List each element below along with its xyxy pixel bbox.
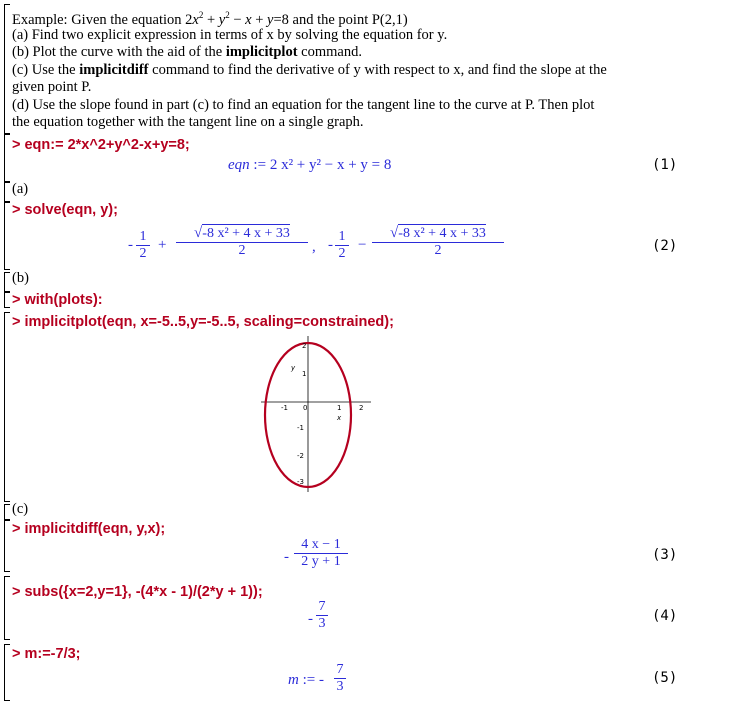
solve-minus-1: - xyxy=(128,237,133,253)
solve-root-1: $\frac{\text{√-8 x² + 4 x + 33}}{2}$ xyxy=(176,225,308,259)
solve-minus-2: - xyxy=(328,237,333,253)
equation-number-3: (3) xyxy=(652,547,678,563)
cell-2-bracket xyxy=(4,202,10,270)
section-c-label: (c) xyxy=(12,501,29,517)
diff-minus: - xyxy=(284,549,289,565)
intro-line-5: given point P. xyxy=(12,79,92,95)
intro-line-6: (d) Use the slope found in part (c) to find an equation for the tangent line to the curve at P. Then plot xyxy=(12,97,595,113)
section-a-label: (a) xyxy=(12,181,29,197)
section-a-bracket xyxy=(4,182,10,202)
cell-1-input[interactable]: > eqn:= 2*x^2+y^2-x+y=8; xyxy=(12,137,190,153)
y-tick-1: 1 xyxy=(302,370,307,378)
intro-line-2: (a) Find two explicit expression in terms of x by solving the equation for y. xyxy=(12,27,448,43)
diff-fraction: $\frac{4 x - 1}{2 y + 1}$ xyxy=(294,537,348,570)
y-axis-label: y xyxy=(291,364,296,372)
y-tick-minus1: -1 xyxy=(297,424,304,432)
equation-number-2: (2) xyxy=(652,238,678,254)
section-b-bracket xyxy=(4,272,10,292)
cell-7-bracket xyxy=(4,644,10,701)
cell-3-input[interactable]: > with(plots): xyxy=(12,292,103,308)
cell-4-bracket xyxy=(4,312,10,502)
subs-fraction: $\frac{7}{3}$ xyxy=(316,599,328,632)
cell-2-input[interactable]: > solve(eqn, y); xyxy=(12,202,118,218)
cell-1-bracket xyxy=(4,134,10,182)
m-output: m := - xyxy=(288,672,324,688)
cell-5-input[interactable]: > implicitdiff(eqn, y,x); xyxy=(12,521,166,537)
intro-line-7: the equation together with the tangent line on a single graph. xyxy=(12,114,364,130)
cell-6-bracket xyxy=(4,576,10,640)
intro-line-4: (c) Use the implicitdiff command to find the derivative of y with respect to x, and find the slope at the xyxy=(12,62,607,78)
solve-root-2: $\frac{\text{√-8 x² + 4 x + 33}}{2}$ xyxy=(372,225,504,259)
equation-number-4: (4) xyxy=(652,608,678,624)
cell-3-bracket xyxy=(4,292,10,308)
x-tick-1: 1 xyxy=(337,404,342,412)
x-tick-0: 0 xyxy=(303,404,308,412)
y-tick-2: 2 xyxy=(302,342,307,350)
section-c-bracket xyxy=(4,504,10,520)
m-fraction: $\frac{7}{3}$ xyxy=(334,662,346,695)
x-tick-minus1: -1 xyxy=(281,404,288,412)
x-tick-2: 2 xyxy=(359,404,364,412)
solve-plus: + xyxy=(158,237,167,253)
implicit-plot[interactable] xyxy=(255,334,375,494)
solve-comma: , xyxy=(312,239,316,255)
cell-4-input[interactable]: > implicitplot(eqn, x=-5..5,y=-5..5, scaling=constrained); xyxy=(12,314,394,330)
intro-bracket xyxy=(4,4,10,134)
intro-line-3: (b) Plot the curve with the aid of the implicitplot command. xyxy=(12,44,362,60)
x-axis-label: x xyxy=(337,414,342,422)
cell-5-bracket xyxy=(4,520,10,572)
equation-number-1: (1) xyxy=(652,157,678,173)
cell-6-input[interactable]: > subs({x=2,y=1}, -(4*x - 1)/(2*y + 1)); xyxy=(12,584,263,600)
y-tick-minus3: -3 xyxy=(297,478,304,486)
subs-minus: - xyxy=(308,611,313,627)
section-b-label: (b) xyxy=(12,270,29,286)
y-tick-minus2: -2 xyxy=(297,452,304,460)
solve-half-2: $\frac{1}{2}$ xyxy=(335,229,349,262)
plot-axes xyxy=(261,336,371,492)
solve-half-1: $\frac{1}{2}$ xyxy=(136,229,150,262)
intro-line-1: Example: Given the equation $2x^2 + y^2 - x + y=8$ and the point P(2,1) xyxy=(12,10,408,28)
solve-minus-3: − xyxy=(358,237,367,253)
cell-7-input[interactable]: > m:=-7/3; xyxy=(12,646,81,662)
equation-number-5: (5) xyxy=(652,670,678,686)
cell-1-output: eqn := 2 x² + y² − x + y = 8 xyxy=(228,157,392,173)
